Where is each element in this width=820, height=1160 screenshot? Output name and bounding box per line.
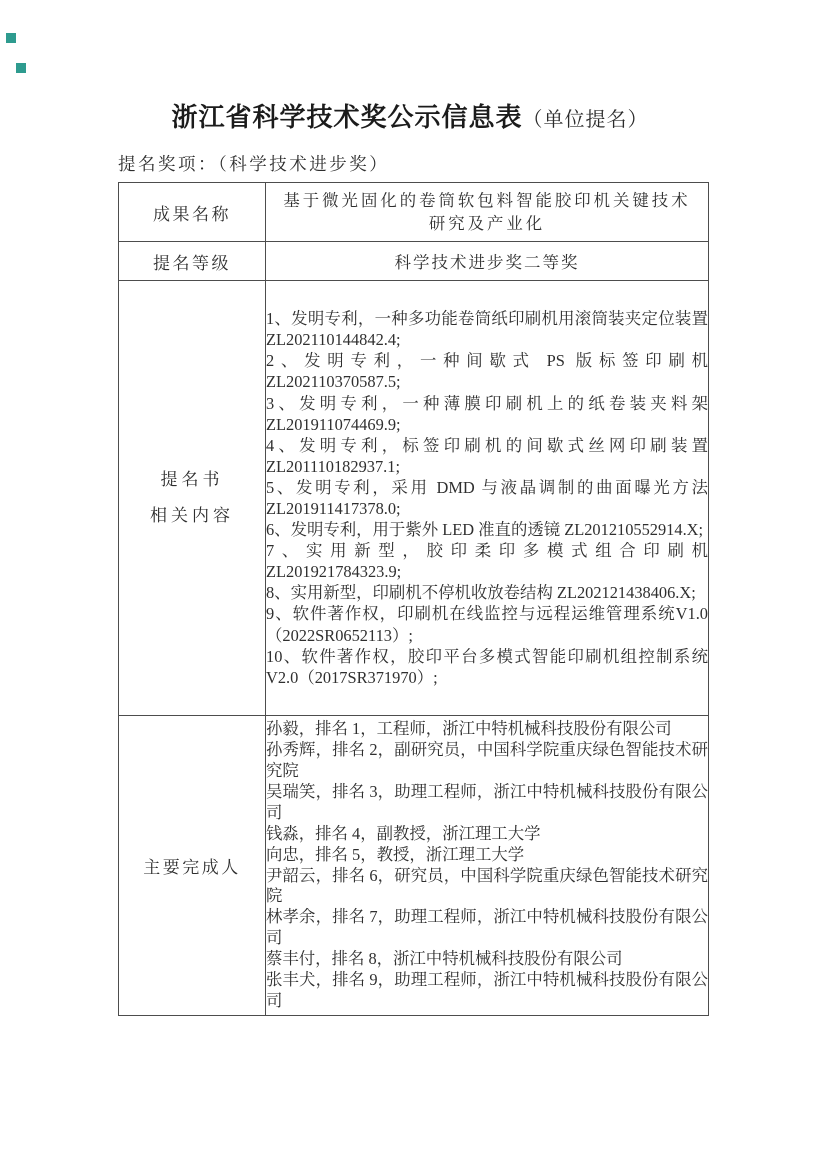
patent-list-item: 1、发明专利，一种多功能卷筒纸印刷机用滚筒装夹定位装置 ZL202110144842.4; [266, 309, 708, 350]
nomination-label-cell [119, 281, 266, 716]
completers-label: 主要完成人 [143, 858, 241, 877]
achievement-value-cell [266, 183, 709, 242]
patent-list-item: 9、软件著作权，印刷机在线监控与远程运维管理系统V1.0（2022SR0652113）; [266, 604, 708, 645]
achievement-name-line1: 基于微光固化的卷筒软包料智能胶印机关键技术 [283, 191, 691, 210]
grade-label: 提名等级 [153, 253, 231, 273]
table-row-nomination [119, 281, 709, 716]
corner-marker-icon [16, 63, 26, 73]
completers-label-cell [119, 716, 266, 1016]
grade-value: 科学技术进步奖二等奖 [394, 253, 580, 272]
nomination-value-cell [266, 281, 709, 716]
table-row-achievement [119, 183, 709, 242]
completers-value-cell [266, 716, 709, 1016]
achievement-label: 成果名称 [153, 204, 231, 224]
page-title-suffix: （单位提名） [522, 109, 649, 131]
patent-list-item: 5、发明专利，采用 DMD 与液晶调制的曲面曝光方法 ZL201911417378.0; [266, 477, 708, 518]
patent-list-item: 10、软件著作权，胶印平台多模式智能印刷机组控制系统 V2.0（2017SR371970）; [266, 646, 708, 687]
completer-list-item: 孙毅，排名 1，工程师，浙江中特机械科技股份有限公司 [266, 719, 672, 739]
completer-list-item: 蔡丰付，排名 8，浙江中特机械科技股份有限公司 [266, 949, 623, 969]
table-row-grade [119, 242, 709, 281]
patent-list-item: 6、发明专利，用于紫外 LED 准直的透镜 ZL201210552914.X; [266, 520, 704, 540]
patent-list-item: 2、发明专利，一种间歇式 PS 版标签印刷机 ZL202110370587.5; [266, 351, 708, 392]
page-title-main: 浙江省科学技术奖公示信息表 [171, 102, 523, 132]
nomination-label-line2: 相关内容 [150, 506, 234, 525]
award-category-line: 提名奖项：（科学技术进步奖） [118, 154, 390, 174]
completer-list [266, 719, 708, 1012]
patent-list-item: 4、发明专利，标签印刷机的间歇式丝网印刷装置 ZL201110182937.1; [266, 435, 708, 476]
patent-list [266, 308, 708, 688]
page-title [0, 0, 820, 137]
completer-list-item: 向忠，排名 5，教授，浙江理工大学 [266, 844, 525, 864]
patent-list-item: 8、实用新型，印刷机不停机收放卷结构 ZL202121438406.X; [266, 583, 696, 603]
table-row-completers [119, 716, 709, 1016]
award-info-table [118, 182, 709, 1016]
completer-list-item: 钱淼，排名 4，副教授，浙江理工大学 [266, 823, 541, 843]
completer-list-item: 尹韶云，排名 6，研究员，中国科学院重庆绿色智能技术研究院 [266, 865, 708, 906]
completer-list-item: 张丰犬，排名 9，助理工程师，浙江中特机械科技股份有限公司 [266, 970, 708, 1010]
patent-list-item: 3、发明专利，一种薄膜印刷机上的纸卷装夹料架 ZL201911074469.9; [266, 393, 708, 434]
grade-label-cell [119, 242, 266, 281]
nomination-label-line1: 提名书 [160, 470, 224, 489]
completer-list-item: 孙秀辉，排名 2，副研究员，中国科学院重庆绿色智能技术研究院 [266, 740, 708, 780]
completer-list-item: 吴瑞笑，排名 3，助理工程师，浙江中特机械科技股份有限公司 [266, 781, 708, 822]
grade-value-cell [266, 242, 709, 281]
achievement-label-cell [119, 183, 266, 242]
corner-marker-icon [6, 33, 16, 43]
completer-list-item: 林孝余，排名 7，助理工程师，浙江中特机械科技股份有限公司 [266, 907, 708, 948]
patent-list-item: 7、实用新型，胶印柔印多模式组合印刷机 ZL201921784323.9; [266, 541, 708, 582]
achievement-name-line2: 研究及产业化 [428, 214, 546, 233]
